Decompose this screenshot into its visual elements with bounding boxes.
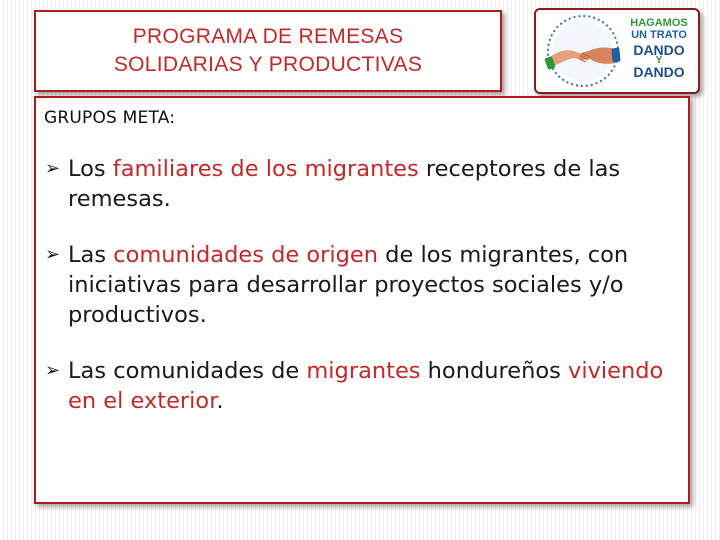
arrow-right-icon: ➢ <box>45 360 61 381</box>
bullet-text-segment: familiares de los migrantes <box>112 156 419 182</box>
logo-text-line5: DANDO <box>633 64 685 80</box>
handshake-seal-icon <box>544 13 622 89</box>
bullet-text-segment: hondureños <box>420 358 568 384</box>
bullet-text-segment: Las comunidades de <box>68 358 307 384</box>
logo-text-line2: UN TRATO <box>631 29 687 41</box>
bullet-item <box>44 240 684 330</box>
bullet-text-segment: Las <box>68 242 114 268</box>
logo-box <box>534 8 700 94</box>
bullet-text-segment: Los <box>68 156 113 182</box>
title-line-2: SOLIDARIAS Y PRODUCTIVAS <box>113 53 423 76</box>
logo-text-line4: Y <box>655 55 663 66</box>
bullet-text-segment: viviendo en el exterior <box>68 358 664 414</box>
bullet-text-segment: comunidades de origen <box>113 242 379 268</box>
section-heading: GRUPOS META: <box>44 108 176 128</box>
bullet-item <box>44 356 684 416</box>
content-box <box>34 96 690 504</box>
logo-text-line3: DANDO <box>633 42 685 58</box>
bullet-item <box>44 154 684 214</box>
title-line-1: PROGRAMA DE REMESAS <box>132 25 404 48</box>
bullet-text-segment: de los migrantes, con iniciativas para desarrollar proyectos sociales y/o productivos. <box>68 242 629 328</box>
title-box <box>34 10 502 92</box>
logo-text <box>626 17 692 79</box>
bullet-text-segment: . <box>216 388 224 414</box>
bullet-text-segment: migrantes <box>306 358 421 384</box>
bullet-text-segment: receptores de las remesas. <box>68 156 621 212</box>
arrow-right-icon: ➢ <box>45 244 61 265</box>
bullet-list <box>44 154 684 442</box>
arrow-right-icon: ➢ <box>45 158 61 179</box>
logo-text-line1: HAGAMOS <box>630 17 688 29</box>
